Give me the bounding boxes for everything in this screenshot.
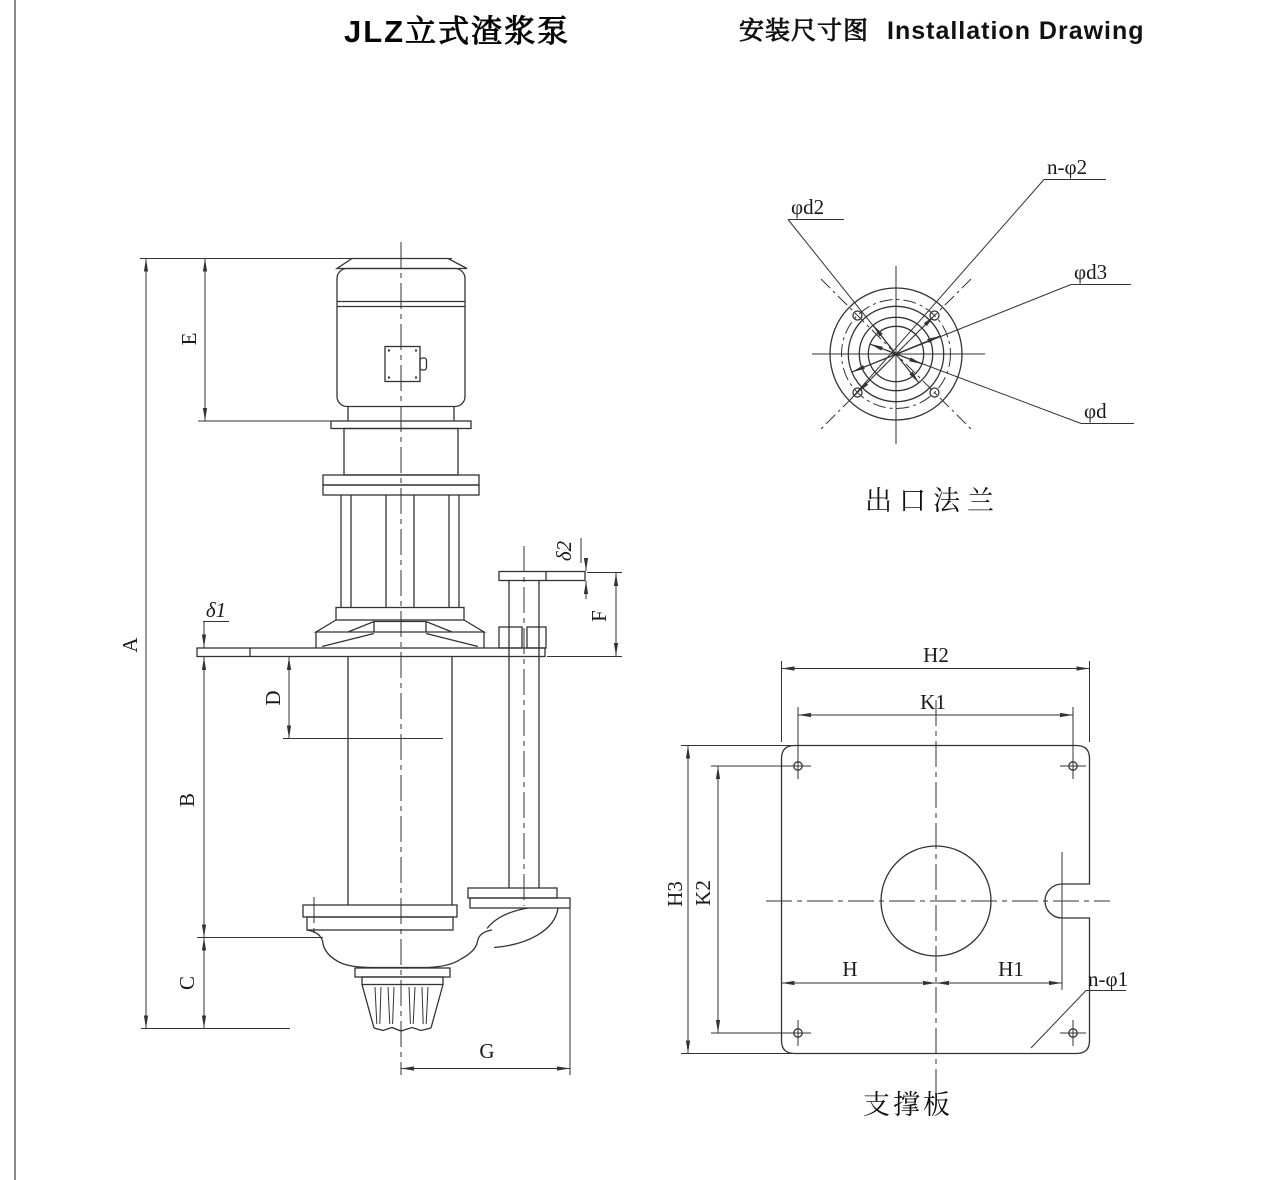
pump-side-view: [118, 242, 622, 1075]
dim-label-H1: H1: [998, 957, 1024, 981]
label-n-phi2: n-φ2: [1047, 155, 1088, 179]
dim-label-n-phi1: n-φ1: [1088, 967, 1129, 991]
support-bracket: [316, 608, 484, 649]
outlet-flange-view: [788, 155, 1134, 517]
pipe-clamp-right: [527, 627, 546, 648]
title-en: Installation Drawing: [887, 17, 1145, 45]
volute-casing: [303, 897, 492, 968]
elbow-inner-arc: [487, 908, 528, 929]
elbow-outer-arc: [494, 908, 558, 948]
n-phi1-leader: [1031, 991, 1086, 1049]
label-phi-d3: φd3: [1074, 260, 1108, 284]
elbow-flange-lower: [470, 898, 570, 908]
dim-label-delta1: δ1: [205, 598, 227, 622]
dim-label-K1: K1: [920, 690, 946, 714]
dim-label-K2: K2: [691, 880, 715, 906]
dim-label-H2: H2: [923, 643, 949, 667]
dim-label-delta2: δ2: [552, 540, 576, 562]
dim-label-E: E: [177, 332, 201, 346]
dim-label-H: H: [842, 957, 858, 981]
label-phi-d: φd: [1084, 399, 1107, 423]
elbow-flange-upper: [468, 888, 557, 898]
pipe-clamp-left: [499, 627, 522, 648]
discharge-pipe: [468, 572, 585, 948]
plate-dimensions: [663, 643, 1128, 1054]
dim-label-A: A: [118, 637, 142, 653]
label-phi-d2: φd2: [791, 195, 825, 219]
dim-label-G: G: [479, 1039, 495, 1063]
column-pipe: [348, 657, 452, 906]
flange-leaders: [788, 180, 1134, 424]
pump-dimensions: [118, 259, 622, 1076]
flange-caption: 出口法兰: [865, 486, 1001, 517]
plate-caption: 支撑板: [863, 1090, 953, 1121]
title-cn: 安装尺寸图: [739, 17, 870, 45]
suction-strainer: [355, 968, 450, 1031]
terminal-box: [385, 347, 420, 382]
support-plate-side: [197, 648, 545, 657]
support-plate-view: [663, 643, 1128, 1121]
dim-label-C: C: [175, 975, 199, 991]
terminal-box-gland: [420, 358, 427, 370]
dim-label-B: B: [175, 792, 199, 808]
dim-label-H3: H3: [663, 881, 687, 907]
drawing-title-product: JLZ立式渣浆泵: [344, 14, 571, 49]
dim-label-D: D: [261, 690, 285, 706]
dim-label-F: F: [587, 610, 611, 622]
outlet-flange-side: [499, 572, 585, 581]
